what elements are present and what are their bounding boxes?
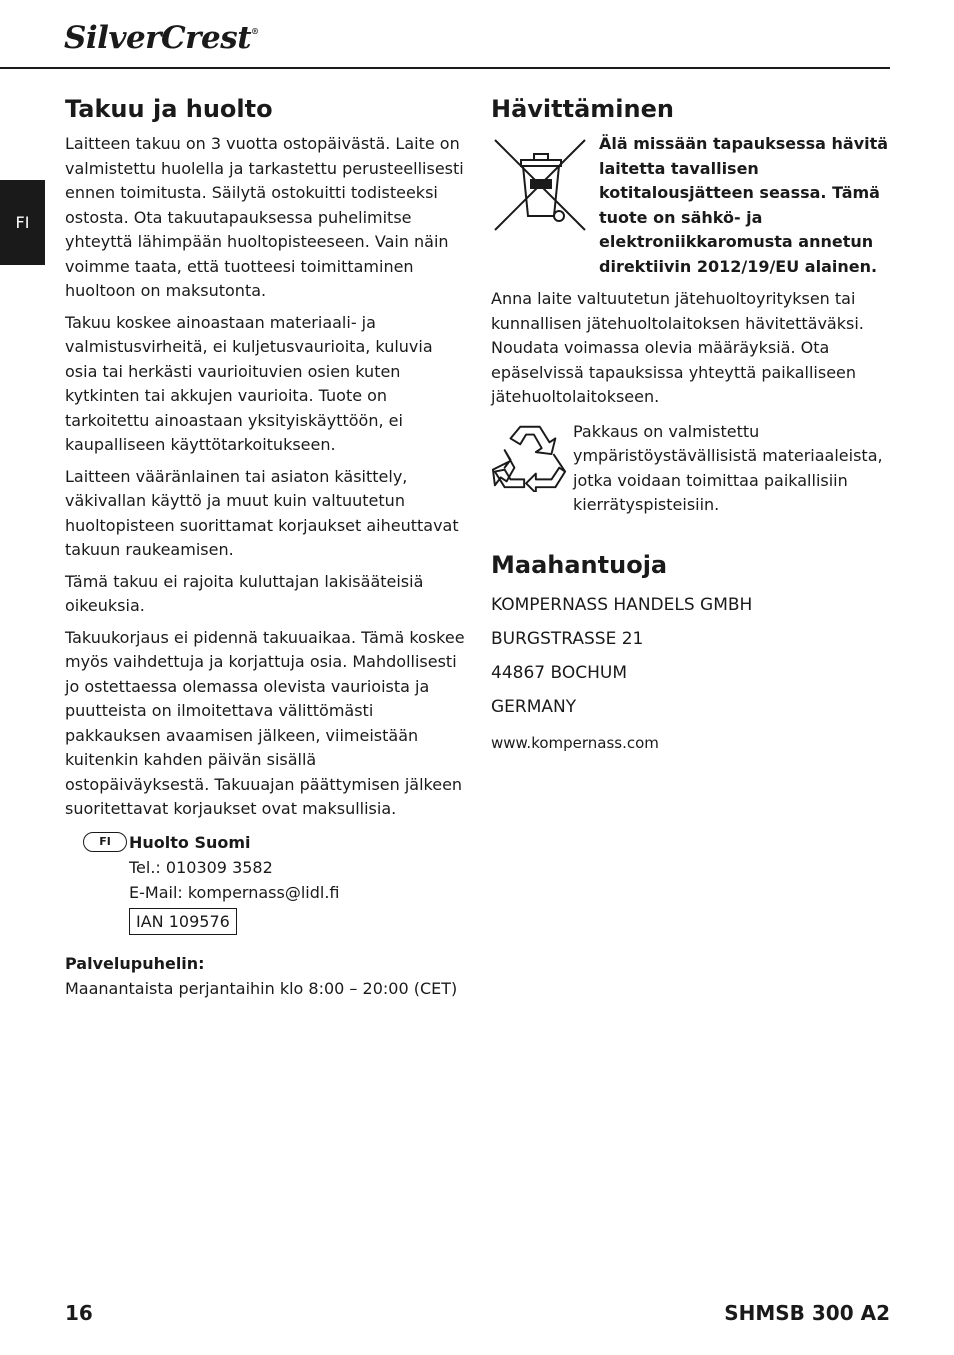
page-number: 16 xyxy=(65,1301,93,1325)
brand-logo xyxy=(64,20,259,56)
language-tab-label: FI xyxy=(15,213,30,232)
warranty-paragraph: Takuu koskee ainoastaan materiaali- ja valmistusvirheitä, ei kuljetusvaurioita, kuluvia osia tai herkästi vaurioituvien osien kuten kytkinten tai akkujen vaurioita. Tuote on tarkoitettu ainoastaan yksityiskäyttöön, ei kaupalliseen käyttötarkoitukseen. xyxy=(65,312,433,454)
model-number: SHMSB 300 A2 xyxy=(724,1301,890,1325)
language-tab xyxy=(0,180,45,265)
service-contact xyxy=(65,830,465,935)
warranty-paragraph: Laitteen vääränlainen tai asiaton käsittely, väkivallan käyttö ja muut kuin valtuutetun huoltopisteen suorittamat korjaukset aiheuttavat takuun raukeamisen. xyxy=(65,466,459,559)
recycle-icon xyxy=(491,420,569,492)
importer-line: GERMANY xyxy=(491,696,577,717)
weee-text: Älä missään tapauksessa hävitä laitetta tavallisen kotitalousjätteen seassa. Tämä tuote on sähkö- ja elektroniikkaromusta annetun direktiivin 2012/19/EU alainen. xyxy=(599,134,889,276)
importer-title: Maahantuoja xyxy=(491,550,668,579)
disposal-title: Hävittäminen xyxy=(491,95,674,123)
service-email: E-Mail: kompernass@lidl.fi xyxy=(129,882,340,902)
hotline xyxy=(65,951,465,1001)
ian-box: IAN 109576 xyxy=(129,908,237,935)
hotline-label: Palvelupuhelin: xyxy=(65,953,205,973)
warranty-paragraph: Takuukorjaus ei pidennä takuuaikaa. Tämä koskee myös vaihdettuja ja korjattuja osia. Mahdollisesti jo ostettaessa olemassa olevista vaurioista ja puutteista on ilmoitettava välittömästi pakkauksen avaamisen jälkeen, viimeistään kuitenkin kahden päivän sisällä ostopäiväyksestä. Takuuajan päättymisen jälkeen suoritettavat korjaukset ovat maksullisia. xyxy=(65,627,465,818)
service-phone: Tel.: 010309 3582 xyxy=(129,857,273,877)
registered-mark: ® xyxy=(251,26,259,36)
header-rule xyxy=(0,67,890,69)
disposal-paragraph: Anna laite valtuutetun jätehuoltoyrityksen tai kunnallisen jätehuoltolaitoksen hävitettäväksi. Noudata voimassa olevia määräyksiä. Ota epäselvissä tapauksissa yhteyttä paikalliseen jätehuoltolaitokseen. xyxy=(491,289,864,406)
importer-website: www.kompernass.com xyxy=(491,733,659,752)
country-badge: FI xyxy=(83,832,127,852)
service-name: Huolto Suomi xyxy=(129,832,251,852)
recycle-text: Pakkaus on valmistettu ympäristöystävällisistä materiaaleista, jotka voidaan toimittaa paikallisiin kierrätyspisteisiin. xyxy=(573,421,883,514)
brand-name: SilverCrest xyxy=(64,20,252,56)
warranty-section xyxy=(65,94,465,1001)
weee-notice xyxy=(491,132,891,279)
crossed-bin-icon xyxy=(491,134,591,234)
warranty-paragraph: Laitteen takuu on 3 vuotta ostopäivästä. Laite on valmistettu huolella ja tarkastettu perusteellisesti ennen toimitusta. Säilytä ostokuitti todisteeksi ostosta. Ota takuutapauksessa puhelimitse yhteyttä lähimpään huoltopisteeseen. Vain näin voimme taata, että tuotteesi toimittaminen huoltoon on maksutonta. xyxy=(65,134,464,300)
right-column xyxy=(491,94,891,760)
importer-line: 44867 BOCHUM xyxy=(491,662,627,683)
recycle-notice xyxy=(491,420,891,518)
importer-line: BURGSTRASSE 21 xyxy=(491,628,644,649)
importer-line: KOMPERNASS HANDELS GMBH xyxy=(491,594,753,615)
hotline-hours: Maanantaista perjantaihin klo 8:00 – 20:00 (CET) xyxy=(65,978,458,998)
warranty-title: Takuu ja huolto xyxy=(65,95,273,123)
warranty-paragraph: Tämä takuu ei rajoita kuluttajan lakisääteisiä oikeuksia. xyxy=(65,571,424,615)
